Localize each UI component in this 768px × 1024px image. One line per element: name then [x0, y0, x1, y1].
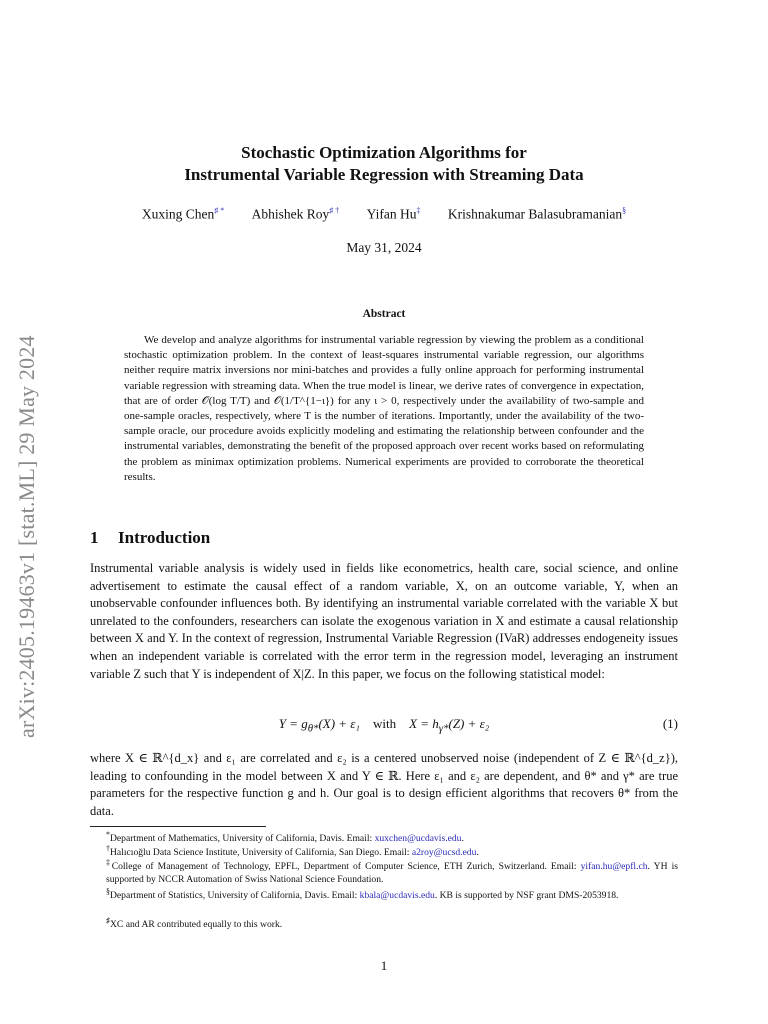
author-name: Xuxing Chen	[141, 206, 215, 222]
title-line-1: Stochastic Optimization Algorithms for	[241, 143, 527, 162]
footnote-4	[90, 885, 678, 902]
email-link[interactable]: xuxchen@ucdavis.edu	[374, 833, 462, 845]
eq-left-rest: (X) + ε₁	[318, 716, 360, 731]
section-number: 1	[90, 528, 99, 547]
author-list	[0, 206, 768, 223]
footnote-divider	[90, 826, 266, 827]
paper-date: May 31, 2024	[346, 240, 422, 255]
author-affil-mark[interactable]: ♯ *	[214, 206, 225, 215]
footnote-text: Department of Statistics, University of California, Davis. Email:	[110, 890, 360, 902]
email-link[interactable]: yifan.hu@epfl.ch	[580, 861, 648, 873]
footnote-mark: *	[106, 830, 110, 839]
title-line-2: Instrumental Variable Regression with Streaming Data	[184, 165, 584, 184]
author-1	[142, 206, 224, 223]
footnote-mark: †	[106, 844, 110, 853]
footnote-text: College of Management of Technology, EPFL, Department of Computer Science, ETH Zurich, Switzerland. Email:	[111, 861, 581, 873]
footnote-text: Department of Mathematics, University of California, Davis. Email:	[110, 833, 375, 845]
eq-left: Y = g	[278, 716, 308, 731]
eq-right-rest: (Z) + ε₂	[448, 716, 490, 731]
footnote-text: XC and AR contributed equally to this work.	[110, 919, 283, 931]
email-link[interactable]: a2roy@ucsd.edu	[411, 847, 477, 859]
eq-with: with	[372, 716, 397, 731]
footnote-tail: .	[476, 847, 479, 859]
footnote-mark: ‡	[106, 858, 112, 867]
author-name: Krishnakumar Balasubramanian	[447, 206, 623, 222]
after-equation-paragraph: where X ∈ ℝ^{d_x} and ε₁ are correlated and ε₂ is a centered unobserved noise (independent of Z ∈ ℝ^{d_z}), leading to confounding in the model between X and Y ∈ ℝ. Here ε₁ and ε₂ are dependent, and θ* and γ* are true parameters for the respective function g and h. Our goal is to design efficient algorithms that recovers θ* from the data.	[90, 751, 678, 818]
eq-left-sub: θ*	[307, 722, 319, 735]
author-affil-mark[interactable]: ‡	[416, 206, 421, 215]
footnote-mark: §	[106, 887, 110, 896]
footnote-tail: . YH is supported by NCCR Automation of Swiss National Science Foundation.	[106, 861, 678, 886]
author-4	[448, 206, 626, 223]
footnote-mark: ♯	[106, 916, 110, 925]
equation-1	[90, 716, 678, 736]
author-name: Yifan Hu	[366, 206, 417, 222]
abstract-text: We develop and analyze algorithms for instrumental variable regression by viewing the problem as a conditional stochastic optimization problem. In the context of least-squares instrumental variable regression, our algorithms neither require matrix inversions nor mini-batches and provides a fully online approach for performing instrumental variable regression with streaming data. When the true model is linear, we derive rates of convergence in expectation, that are of order 𝒪(log T/T) and 𝒪(1/T^{1−ι}) for any ι > 0, respectively under the availability of two-sample and one-sample oracles, respectively, where T is the number of iterations. Importantly, under the availability of the two-sample oracle, our procedure avoids explicitly modeling and estimating the relationship between confounder and the instrumental variables, demonstrating the benefit of the proposed approach over recent works based on reformulating the problem as minimax optimization problems. Numerical experiments are provided to corroborate the theoretical results.	[124, 334, 644, 483]
footnote-tail: .	[461, 833, 464, 845]
equation-number: (1)	[662, 716, 678, 731]
author-affil-mark[interactable]: §	[622, 206, 627, 215]
page-number: 1	[380, 958, 388, 973]
footnote-tail: . KB is supported by NSF grant DMS-2053918.	[434, 890, 619, 902]
author-name: Abhishek Roy	[251, 206, 330, 222]
footnote-text: Halıcıoğlu Data Science Institute, University of California, San Diego. Email:	[110, 847, 412, 859]
footnote-3	[90, 856, 678, 887]
paper-title	[0, 142, 768, 186]
email-link[interactable]: kbala@ucdavis.edu	[359, 890, 435, 902]
section-title: Introduction	[118, 528, 211, 547]
intro-paragraph: Instrumental variable analysis is widely used in fields like econometrics, health care, social science, and online advertisement to estimate the causal effect of a random variable, X, on an outcome variable, Y, when an unobservable confounder influences both. By identifying an instrumental variable correlated with the variable X but unrelated to the confounders, researchers can isolate the exogenous variation in X and estimate a causal relationship between X and Y. In the context of regression, Instrumental Variable Regression (IVaR) addresses endogeneity issues when an independent variable is correlated with the error term in the regression model, leveraging an instrument variable Z such that Y is independent of X|Z. In this paper, we focus on the following statistical model:	[90, 561, 678, 681]
equation-body	[90, 716, 678, 735]
author-2	[252, 206, 340, 223]
eq-right: X = h	[409, 716, 439, 731]
abstract-heading: Abstract	[362, 308, 406, 320]
footnote-5	[90, 914, 678, 931]
eq-right-sub: γ*	[438, 722, 449, 735]
author-3	[367, 206, 421, 223]
author-affil-mark[interactable]: ♯ †	[329, 206, 340, 215]
section-heading	[90, 528, 210, 548]
arxiv-identifier: arXiv:2405.19463v1 [stat.ML] 29 May 2024	[14, 335, 39, 738]
